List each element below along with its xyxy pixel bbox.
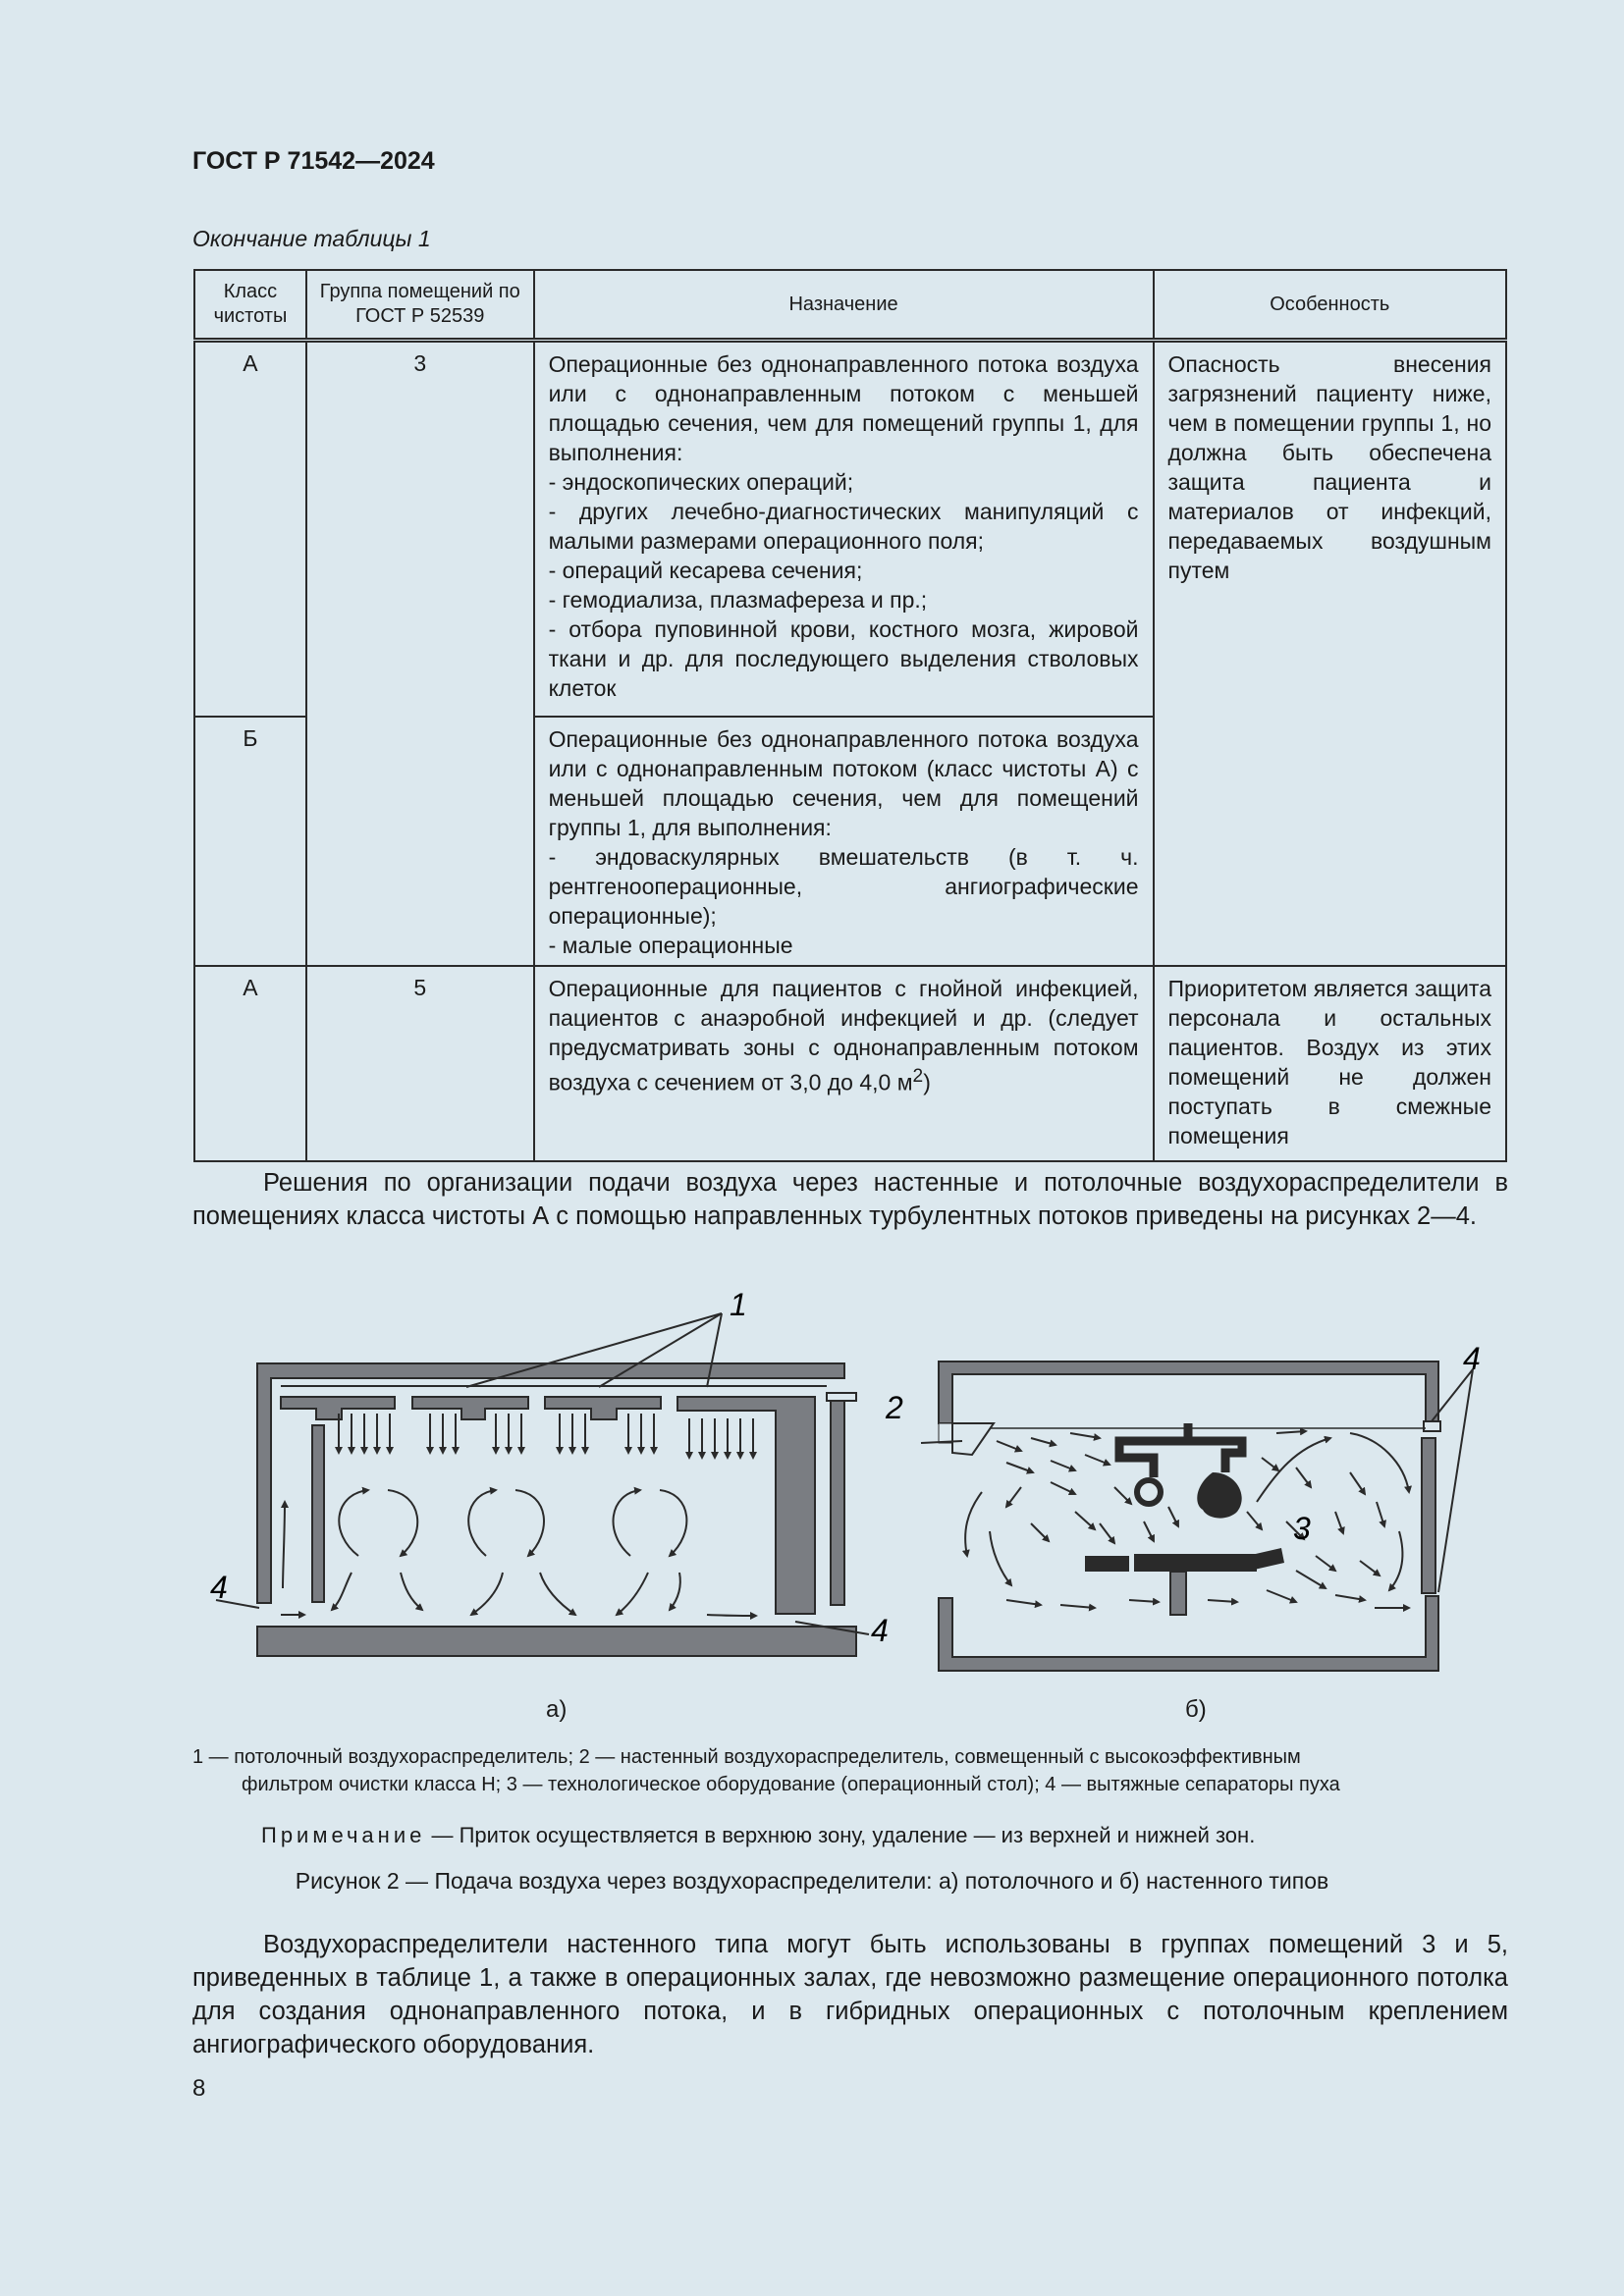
legend-line: фильтром очистки класса Н; 3 — технологическое оборудование (операционный стол); 4 — вытяжные сепараторы пуха <box>242 1774 1340 1795</box>
purpose-item: - отбора пуповинной крови, костного мозга, жировой ткани и др. для последующего выделения стволовых клеток <box>548 616 1139 701</box>
cell-class: Б <box>194 717 306 966</box>
paragraph-text: Решения по организации подачи воздуха через настенные и потолочные воздухораспределители в помещениях класса чистоты А с помощью направленных турбулентных потоков приведены на рисунках 2—4. <box>192 1169 1508 1230</box>
purpose-text: Операционные без однонаправленного потока воздуха или с однонаправленным потоком (класс чистоты А) с меньшей площадью сечения, чем для помещений группы 1, для выполнения: <box>548 726 1139 840</box>
body-paragraph <box>192 1928 1508 2061</box>
document-header: ГОСТ Р 71542—2024 <box>192 147 435 175</box>
table-caption: Окончание таблицы 1 <box>192 226 431 251</box>
cell-group: 5 <box>306 966 534 1161</box>
purpose-text-end: ) <box>923 1069 931 1095</box>
page-number: 8 <box>192 2075 206 2102</box>
purpose-item: - операций кесарева сечения; <box>548 558 863 583</box>
body-paragraph <box>192 1166 1508 1233</box>
purpose-item: - других лечебно-диагностических манипуляций с малыми размерами операционного поля; <box>548 499 1139 554</box>
header-feature: Особенность <box>1154 270 1506 341</box>
header-purpose: Назначение <box>534 270 1154 341</box>
purpose-text: Операционные без однонаправленного потока воздуха или с однонаправленным потоком с меньшей площадью сечения, чем для помещений группы 1, для выполнения: <box>548 351 1139 465</box>
table-row <box>194 341 1506 718</box>
purpose-text: Операционные для пациентов с гнойной инфекцией, пациентов с анаэробной инфекцией и др. (следует предусматривать зоны с однонаправленным потоком воздуха с сечением от 3,0 до 4,0 м <box>548 976 1139 1095</box>
cell-class: А <box>194 966 306 1161</box>
purpose-item: - эндоскопических операций; <box>548 469 854 495</box>
note-label: Примечание <box>261 1823 426 1847</box>
paragraph-text: Воздухораспределители настенного типа могут быть использованы в группах помещений 3 и 5, приведенных в таблице 1, а также в операционных залах, где невозможно размещение операционного потолка для создания однонаправленного потока, и в гибридных операционных с потолочным креплением ангиографического оборудования. <box>192 1931 1508 2058</box>
subfigure-b-label: б) <box>1185 1696 1207 1723</box>
callout-4-right: 4 <box>871 1613 889 1648</box>
header-class: Класс чистоты <box>194 270 306 341</box>
figure-caption: Рисунок 2 — Подача воздуха через воздухораспределители: а) потолочного и б) настенного типов <box>295 1868 1329 1894</box>
purpose-item: - эндоваскулярных вмешательств (в т. ч. рентгенооперационные, ангиографические операционные); <box>548 844 1139 929</box>
cell-purpose <box>534 966 1154 1161</box>
purpose-superscript: 2 <box>912 1066 924 1087</box>
cell-feature: Опасность внесения загрязнений пациенту ниже, чем в помещении группы 1, но должна быть обеспечена защита пациента и материалов от инфекций, передаваемых воздушным путем <box>1154 341 1506 967</box>
callout-1: 1 <box>730 1287 747 1322</box>
callout-2: 2 <box>886 1390 903 1425</box>
diagram-wall-type <box>885 1341 1481 1671</box>
callout-4-wall: 4 <box>1463 1341 1481 1376</box>
header-group: Группа помещений по ГОСТ Р 52539 <box>306 270 534 341</box>
note-text: — Приток осуществляется в верхнюю зону, удаление — из верхней и нижней зон. <box>425 1823 1256 1847</box>
cleanliness-table <box>193 269 1507 1162</box>
cell-purpose <box>534 717 1154 966</box>
table-header-row <box>194 270 1506 341</box>
figure-legend <box>192 1743 1508 1798</box>
table-row <box>194 966 1506 1161</box>
subfigure-a-label: а) <box>546 1696 568 1723</box>
purpose-item: - малые операционные <box>548 933 793 958</box>
diagram-ceiling-type <box>210 1287 889 1656</box>
callout-4-left: 4 <box>210 1570 228 1605</box>
cell-class: А <box>194 341 306 718</box>
cell-purpose <box>534 341 1154 718</box>
legend-line: 1 — потолочный воздухораспределитель; 2 — настенный воздухораспределитель, совмещенный с высокоэффективным <box>192 1746 1301 1768</box>
callout-3: 3 <box>1293 1511 1311 1546</box>
figure-note <box>261 1823 1255 1848</box>
cell-feature: Приоритетом является защита персонала и остальных пациентов. Воздух из этих помещений не должен поступать в смежные помещения <box>1154 966 1506 1161</box>
cell-group: 3 <box>306 341 534 967</box>
airflow-diagram <box>187 1276 1512 1698</box>
figure-2 <box>187 1276 1512 1723</box>
purpose-item: - гемодиализа, плазмафереза и пр.; <box>548 587 928 613</box>
